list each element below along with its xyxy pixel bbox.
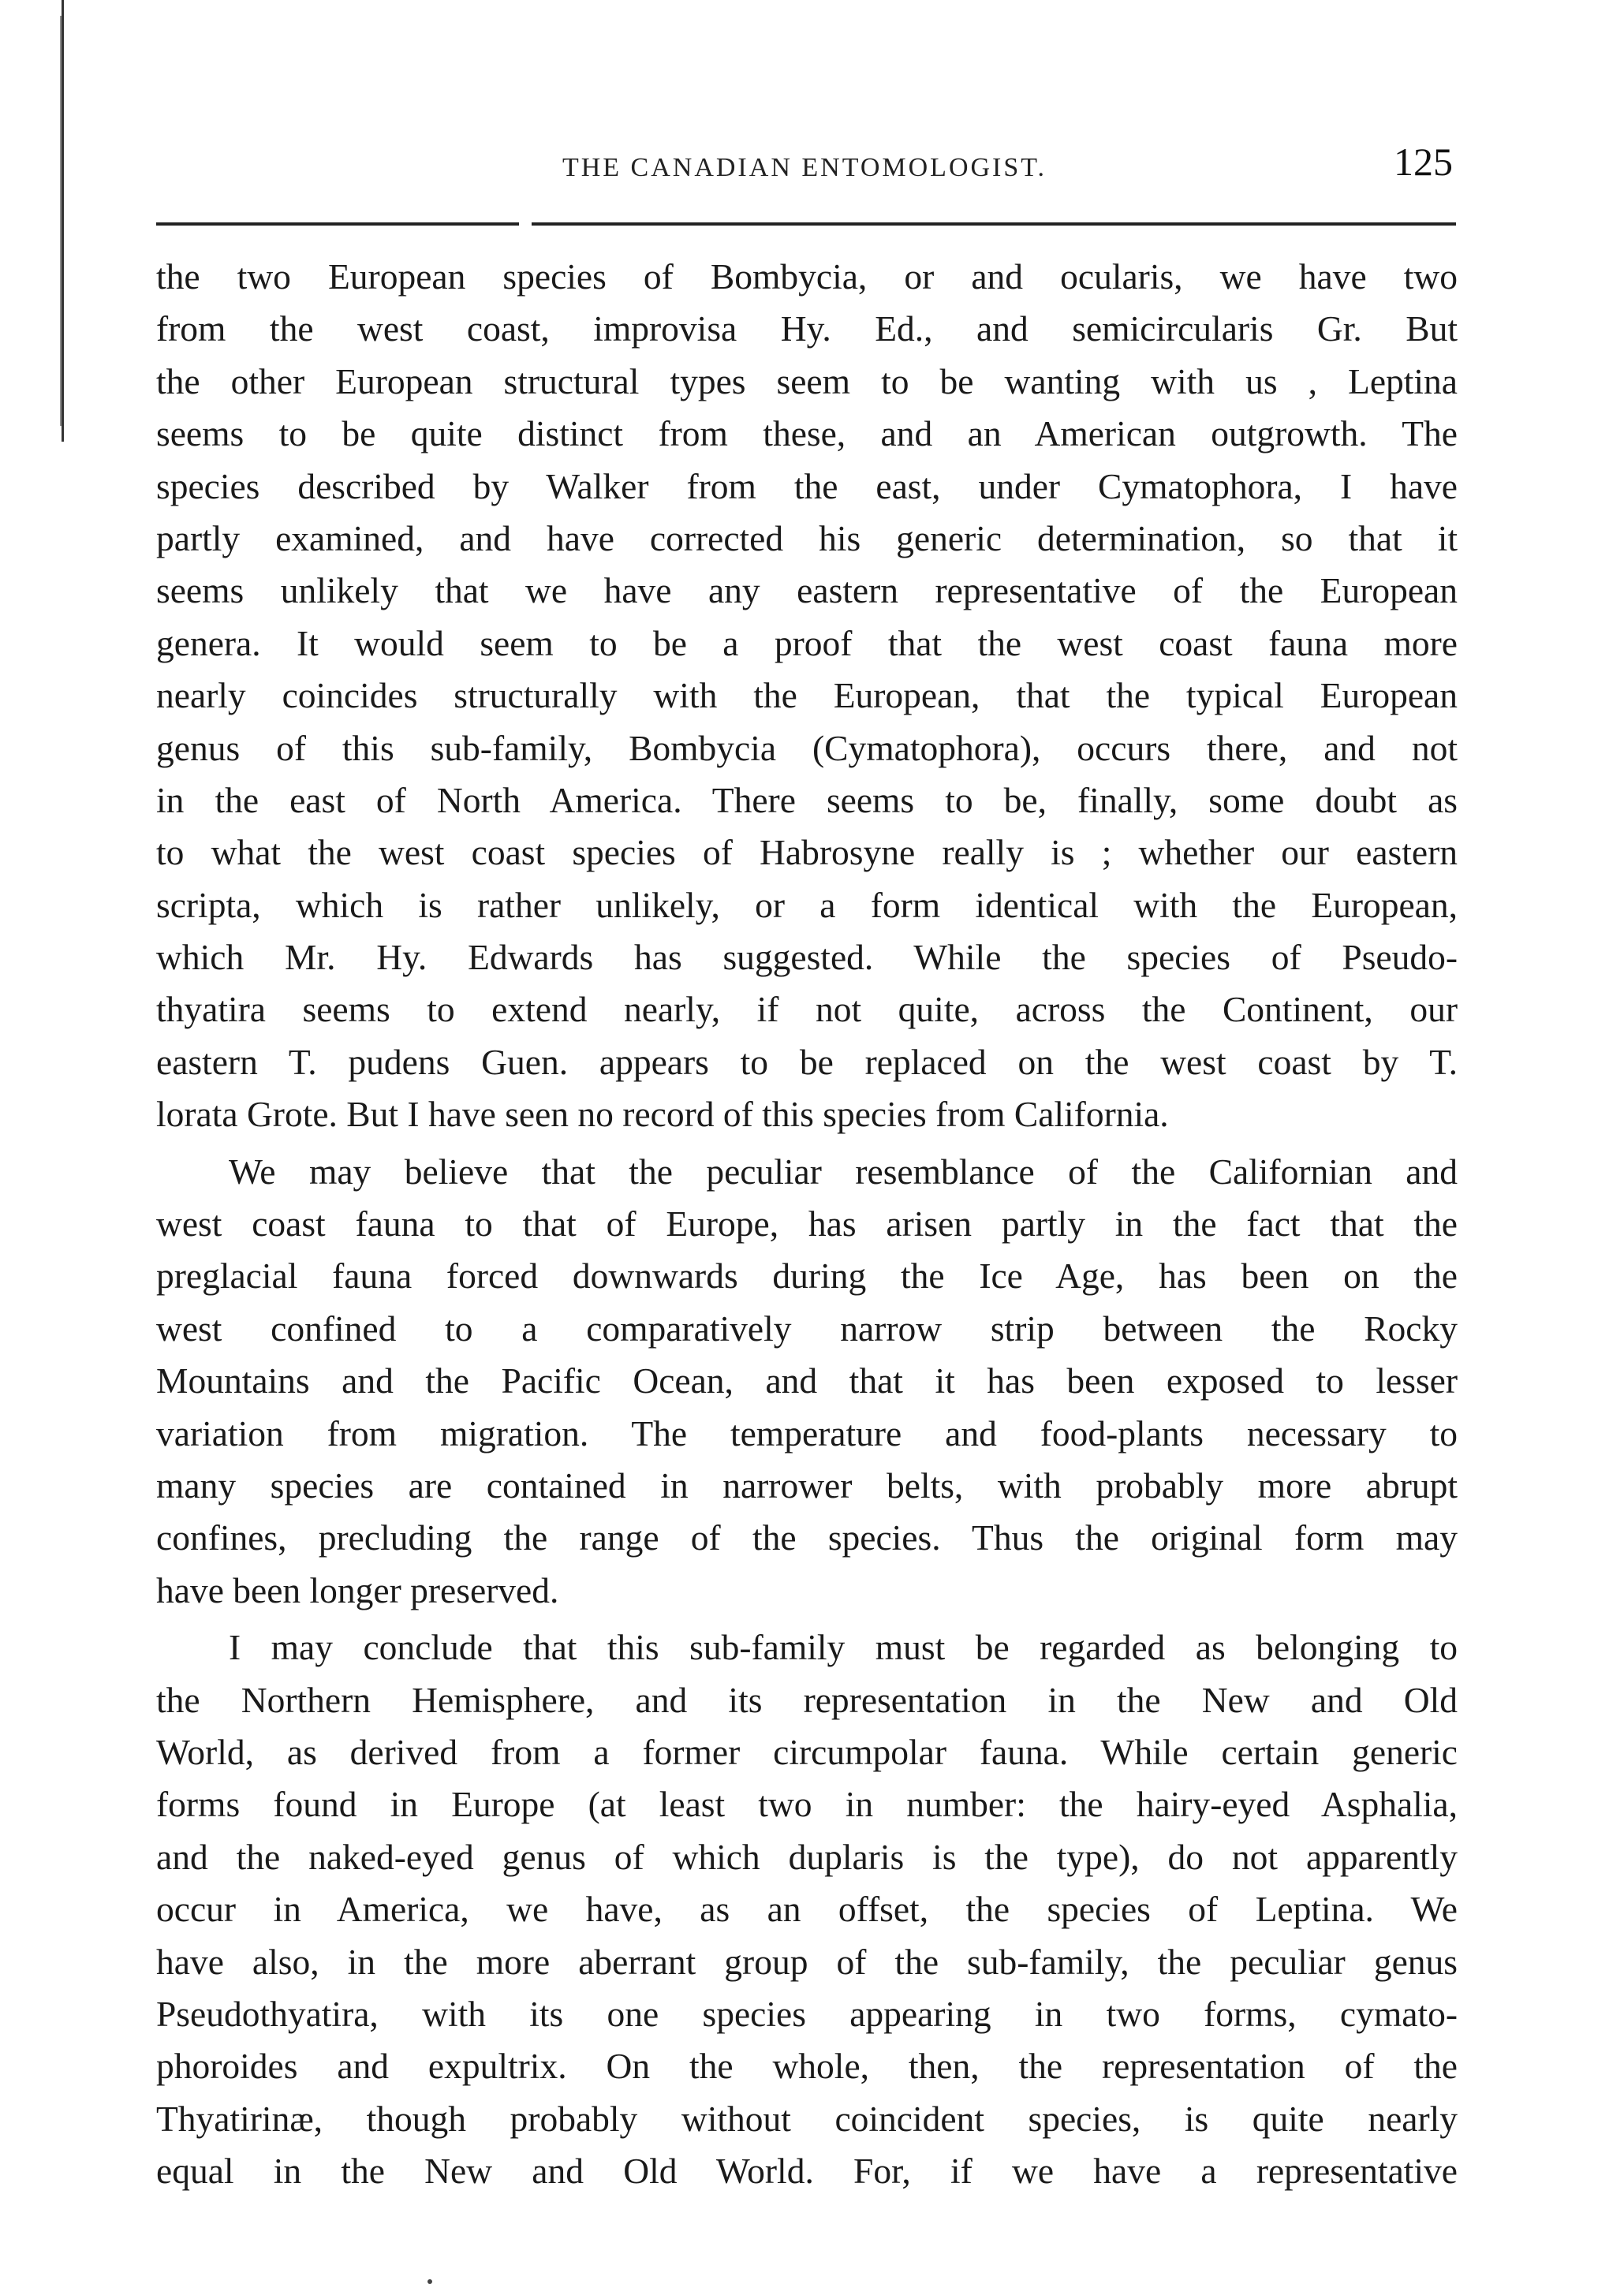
- left-margin-line-secondary: [60, 16, 62, 426]
- text-line: variation from migration. The temperature and food-plants necessary to: [156, 1412, 1458, 1454]
- text-line: partly examined, and have corrected his generic determination, so that it: [156, 517, 1458, 558]
- page-number: 125: [1394, 140, 1453, 184]
- text-line: occur in America, we have, as an offset, the species of Leptina. We: [156, 1889, 1458, 1930]
- text-line: World, as derived from a former circumpolar fauna. While certain generic: [156, 1731, 1458, 1772]
- text-line: Pseudothyatira, with its one species appearing in two forms, cymato-: [156, 1993, 1458, 2034]
- text-line: many species are contained in narrower belts, with probably more abrupt: [156, 1465, 1458, 1506]
- article-body: [156, 251, 1458, 2197]
- text-line: which Mr. Hy. Edwards has suggested. While the species of Pseudo-: [156, 937, 1458, 978]
- text-line: from the west coast, improvisa Hy. Ed., and semicircularis Gr. But: [156, 308, 1458, 349]
- paragraph-first-line: We may believe that the peculiar resemblance of the Californian and: [229, 1151, 1458, 1192]
- text-line: equal in the New and Old World. For, if we have a representative: [156, 2151, 1458, 2192]
- header-rule-right: [532, 222, 1456, 226]
- text-line: and the naked-eyed genus of which duplaris is the type), do not apparently: [156, 1836, 1458, 1877]
- text-line: nearly coincides structurally with the European, that the typical European: [156, 675, 1458, 716]
- text-line: seems unlikely that we have any eastern representative of the European: [156, 570, 1458, 611]
- text-line: preglacial fauna forced downwards during the Ice Age, has been on the: [156, 1256, 1458, 1297]
- text-line: west coast fauna to that of Europe, has arisen partly in the fact that the: [156, 1203, 1458, 1245]
- text-line: Thyatirinæ, though probably without coincident species, is quite nearly: [156, 2098, 1458, 2139]
- text-line: scripta, which is rather unlikely, or a form identical with the European,: [156, 884, 1458, 925]
- text-line: in the east of North America. There seems to be, finally, some doubt as: [156, 779, 1458, 820]
- text-line: have been longer preserved.: [156, 1569, 559, 1610]
- text-line: thyatira seems to extend nearly, if not quite, across the Continent, our: [156, 989, 1458, 1030]
- text-line: seems to be quite distinct from these, and an American outgrowth. The: [156, 413, 1458, 454]
- text-line: west confined to a comparatively narrow strip between the Rocky: [156, 1308, 1458, 1349]
- running-head: [158, 139, 1451, 194]
- text-line: genus of this sub-family, Bombycia (Cymatophora), occurs there, and not: [156, 727, 1458, 768]
- left-margin-line: [62, 0, 64, 442]
- text-line: confines, precluding the range of the species. Thus the original form may: [156, 1517, 1458, 1558]
- text-line: have also, in the more aberrant group of the sub-family, the peculiar genus: [156, 1941, 1458, 1982]
- paragraph-first-line: I may conclude that this sub-family must be regarded as belonging to: [229, 1627, 1458, 1668]
- header-rule-left: [156, 222, 519, 226]
- text-line: forms found in Europe (at least two in number: the hairy-eyed Asphalia,: [156, 1784, 1458, 1825]
- text-line: to what the west coast species of Habrosyne really is ; whether our eastern: [156, 832, 1458, 873]
- text-line: the two European species of Bombycia, or and ocularis, we have two: [156, 256, 1458, 297]
- journal-title: THE CANADIAN ENTOMOLOGIST.: [562, 153, 1047, 182]
- text-line: the other European structural types seem to be wanting with us , Leptina: [156, 360, 1458, 401]
- text-line: lorata Grote. But I have seen no record of this species from California.: [156, 1094, 1169, 1135]
- text-line: eastern T. pudens Guen. appears to be replaced on the west coast by T.: [156, 1041, 1458, 1082]
- text-line: species described by Walker from the east, under Cymatophora, I have: [156, 465, 1458, 506]
- text-line: the Northern Hemisphere, and its representation in the New and Old: [156, 1679, 1458, 1720]
- bottom-printer-mark: [427, 2279, 432, 2284]
- text-line: phoroides and expultrix. On the whole, then, the representation of the: [156, 2046, 1458, 2087]
- text-line: Mountains and the Pacific Ocean, and that it has been exposed to lesser: [156, 1360, 1458, 1401]
- text-line: genera. It would seem to be a proof that the west coast fauna more: [156, 622, 1458, 663]
